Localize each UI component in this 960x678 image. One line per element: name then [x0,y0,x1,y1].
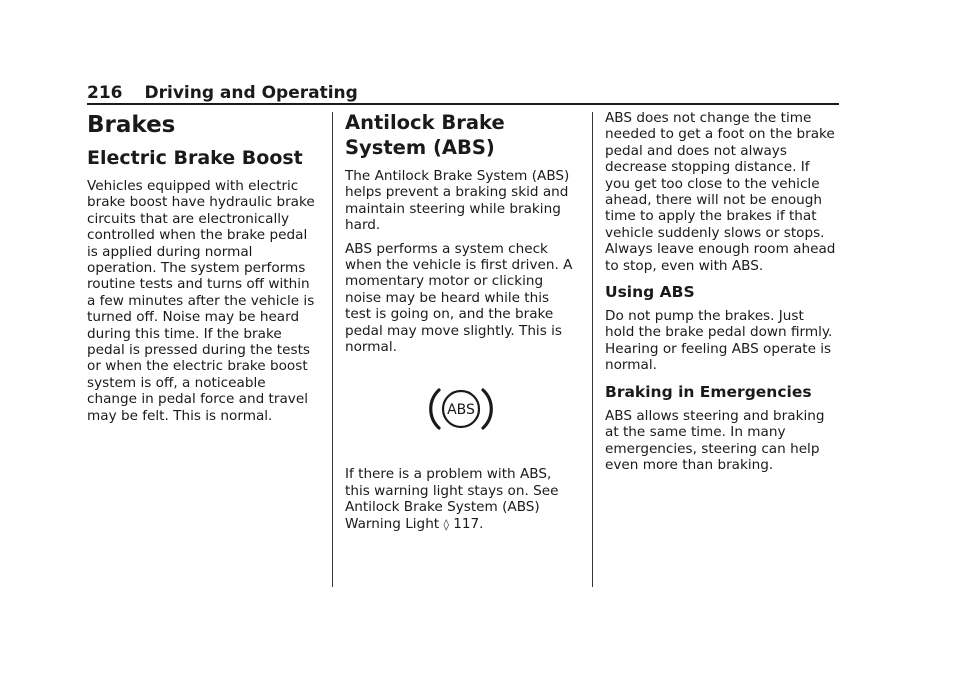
electric-brake-boost-text: Vehicles equipped with electric brake boost have hydraulic brake circuits that are electronically controlled when the brake pedal is applied during normal operation. The system performs routine tests and turns off within a few minutes after the vehicle is turned off. Noise may be heard during this time. If the brake pedal is pressed during the tests or when the electric brake boost system is off, a noticeable change in pedal force and travel may be felt. This is normal. [87,178,315,424]
page-number: 216 [87,83,123,103]
braking-emergencies-text: ABS allows steering and braking at the same time. In many emergencies, steering can help even more than braking. [605,407,825,473]
abs-warning-icon [427,384,495,434]
electric-brake-boost-heading: Electric Brake Boost [87,147,303,169]
abs-heading-line2: System (ABS) [345,136,495,159]
using-abs-heading: Using ABS [605,283,695,302]
abs-heading [345,110,577,160]
chapter-title: Brakes [87,112,176,138]
abs-warning-sentence: If there is a problem with ABS, this warning light stays on. See Antilock Brake System (ABS) Warning Light [345,466,559,532]
section-title: Driving and Operating [144,83,358,103]
page-header [87,82,839,104]
page-ref-link[interactable]: 117. [453,515,484,532]
column-1 [87,110,319,431]
header-rule [87,103,839,105]
abs-icon-label: ABS [447,402,475,419]
abs-heading-line1: Antilock Brake [345,111,505,134]
column-3 [605,110,837,480]
abs-warning-light-figure [345,362,577,460]
column-divider-2 [592,112,593,587]
abs-stopping-text: ABS does not change the time needed to get a foot on the brake pedal and does not always decrease stopping distance. If you get too close to the vehicle ahead, there will not be enough time to apply the brakes if that vehicle suddenly slows or stops. Always leave enough room ahead to stop, even with ABS. [605,110,836,274]
column-divider-1 [332,112,333,587]
abs-intro-text: The Antilock Brake System (ABS) helps prevent a braking skid and maintain steering while braking hard. [345,168,570,234]
using-abs-text: Do not pump the brakes. Just hold the brake pedal down firmly. Hearing or feeling ABS operate is normal. [605,308,833,374]
abs-warning-text [345,466,577,533]
abs-system-check-text: ABS performs a system check when the vehicle is first driven. A momentary motor or clicking noise may be heard while this test is going on, and the brake pedal may move slightly. This is normal. [345,240,573,356]
braking-emergencies-heading: Braking in Emergencies [605,382,812,401]
page-ref-icon: ◊ [443,517,449,531]
column-2 [345,110,577,540]
